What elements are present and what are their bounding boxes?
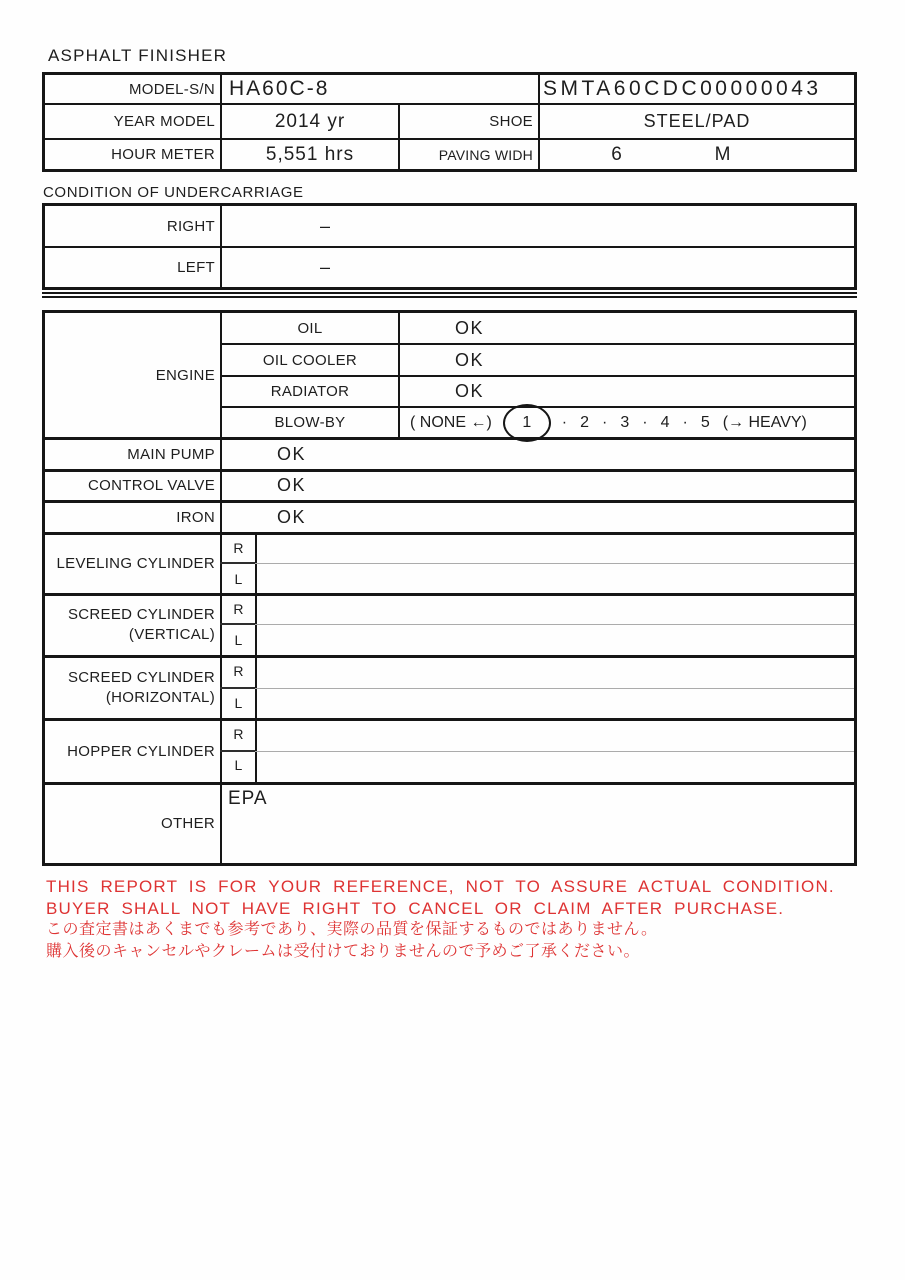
grid-line <box>255 751 854 752</box>
screed-horizontal-line2: (HORIZONTAL) <box>105 688 215 706</box>
engine-label: ENGINE <box>155 366 215 384</box>
main-pump-value: OK <box>277 443 307 464</box>
hopper-r-label: R <box>233 726 244 742</box>
engine-oil-cooler-value: OK <box>455 349 485 370</box>
screed-horizontal-line1: SCREED CYLINDER <box>67 668 215 686</box>
grid-line <box>255 688 854 689</box>
blowby-selected-value: 1 <box>522 413 532 431</box>
shoe-value: STEEL/PAD <box>643 111 751 131</box>
shoe-label: SHOE <box>489 113 533 130</box>
blowby-heavy-label: (→ HEAVY) <box>722 413 807 431</box>
engine-oil-value: OK <box>455 317 485 338</box>
section-divider-bar <box>42 292 857 298</box>
hour-meter-value: 5,551 hrs <box>265 143 355 165</box>
undercarriage-right-value: – <box>320 215 331 236</box>
engine-radiator-value: OK <box>455 381 485 401</box>
year-model-value: 2014 yr <box>274 110 346 132</box>
model-sn-label: MODEL-S/N <box>128 80 215 98</box>
paving-width-value: 6 <box>611 143 623 165</box>
control-valve-label: CONTROL VALVE <box>88 477 215 494</box>
hopper-cylinder-label: HOPPER CYLINDER <box>67 742 215 760</box>
grid-line <box>255 563 854 564</box>
year-model-label: YEAR MODEL <box>113 113 215 130</box>
blowby-selected-circle <box>503 404 551 442</box>
leveling-r-label: R <box>233 540 244 556</box>
screed-horizontal-r-label: R <box>233 663 244 679</box>
blowby-label: BLOW-BY <box>274 414 346 431</box>
blowby-option-5: 5 <box>700 413 710 431</box>
blowby-scale <box>400 408 854 437</box>
hopper-l-label: L <box>234 757 243 773</box>
page-title: ASPHALT FINISHER <box>48 46 228 65</box>
blowby-none-label: ( NONE ←) <box>410 413 492 431</box>
main-pump-label: MAIN PUMP <box>127 445 215 463</box>
inspection-table <box>42 310 857 866</box>
disclaimer-line-2: BUYER SHALL NOT HAVE RIGHT TO CANCEL OR CLAIM AFTER PURCHASE. <box>46 898 785 918</box>
blowby-dot: · <box>642 413 648 431</box>
model-value: HA60C-8 <box>229 77 330 100</box>
engine-radiator-label: RADIATOR <box>270 383 350 400</box>
grid-line <box>255 624 854 625</box>
grid-line <box>220 562 255 564</box>
other-label: OTHER <box>161 815 215 832</box>
undercarriage-left-label: LEFT <box>177 259 215 276</box>
screed-vertical-label <box>45 595 220 655</box>
other-value: EPA <box>228 788 268 809</box>
undercarriage-section-title: CONDITION OF UNDERCARRIAGE <box>43 184 304 201</box>
iron-label: IRON <box>176 508 215 526</box>
paving-width-label: PAVING WIDH <box>438 146 533 163</box>
serial-number: SMTA60CDC00000043 <box>543 77 822 100</box>
disclaimer-line-1: THIS REPORT IS FOR YOUR REFERENCE, NOT TO ASSURE ACTUAL CONDITION. <box>46 877 835 896</box>
hour-meter-label: HOUR METER <box>111 146 215 163</box>
disclaimer-line-3: この査定書はあくまでも参考であり、実際の品質を保証するものではありません。 <box>46 921 658 938</box>
blowby-dot: · <box>602 413 608 431</box>
blowby-dot: · <box>682 413 688 431</box>
undercarriage-right-label: RIGHT <box>166 217 215 235</box>
disclaimer-line-4: 購入後のキャンセルやクレームは受付けておりませんので予めご了承ください。 <box>46 942 641 960</box>
blowby-dot: · <box>561 413 568 431</box>
undercarriage-left-value: – <box>320 257 331 277</box>
screed-horizontal-l-label: L <box>234 695 243 711</box>
engine-oil-cooler-label: OIL COOLER <box>262 351 358 369</box>
paving-width-unit: M <box>714 143 732 165</box>
spec-table <box>42 72 857 172</box>
disclaimer-block <box>46 876 835 962</box>
blowby-option-4: 4 <box>660 413 670 431</box>
leveling-cylinder-label: LEVELING CYLINDER <box>56 555 215 572</box>
leveling-l-label: L <box>234 571 243 587</box>
screed-vertical-line1: SCREED CYLINDER <box>67 606 215 623</box>
screed-vertical-l-label: L <box>234 632 243 648</box>
engine-oil-label: OIL <box>297 319 323 337</box>
blowby-option-3: 3 <box>620 413 630 431</box>
undercarriage-table <box>42 203 857 290</box>
grid-line <box>220 623 255 625</box>
screed-vertical-r-label: R <box>233 601 244 617</box>
blowby-option-2: 2 <box>580 413 590 431</box>
screed-vertical-line2: (VERTICAL) <box>128 626 215 643</box>
control-valve-value: OK <box>277 475 307 495</box>
screed-horizontal-label <box>45 657 220 718</box>
iron-value: OK <box>277 506 307 527</box>
